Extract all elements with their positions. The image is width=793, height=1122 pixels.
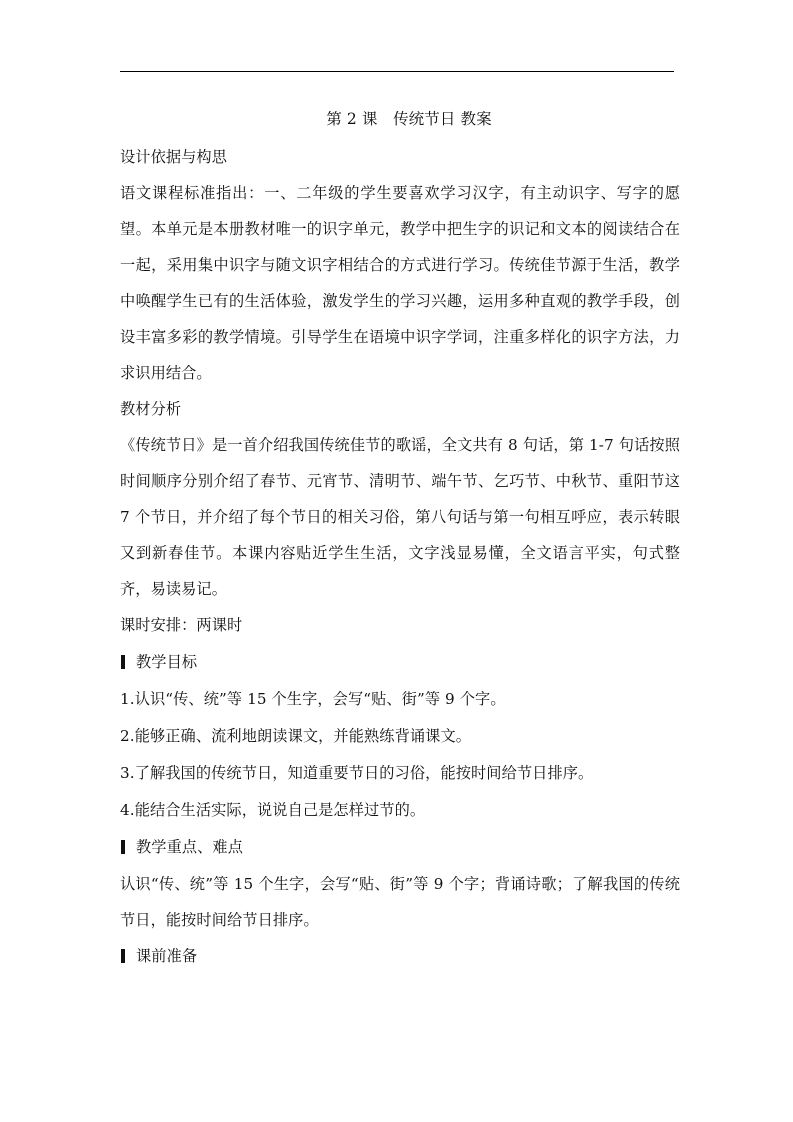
section-marker-icon — [121, 655, 125, 669]
key-points-heading-row — [120, 835, 680, 859]
objective-item: 1.认识“传、统”等 15 个生字，会写“贴、街”等 9 个字。 — [120, 690, 506, 708]
preparation-heading: 课前准备 — [136, 947, 198, 965]
design-paragraph: 语文课程标准指出：一、二年级的学生要喜欢学习汉字，有主动识字、写字的愿望。本单元是本册教材唯一的识字单元，教学中把生字的识记和文本的阅读结合在一起，采用集中识字与随文识字相结合的方式进行学习。传统佳节源于生活，教学中唤醒学生已有的生活体验，激发学生的学习兴趣，运用多种直观的教学手段，创设丰富多彩的教学情境。引导学生在语境中识字学词，注重多样化的识字方法，力求识用结合。 — [120, 184, 680, 382]
document-title: 第 2 课 传统节日 教案 — [326, 110, 492, 128]
section-marker-icon — [121, 840, 125, 854]
objective-item: 3.了解我国的传统节日，知道重要节日的习俗，能按时间给节日排序。 — [120, 764, 594, 782]
header-rule — [120, 71, 674, 72]
objectives-heading: 教学目标 — [136, 653, 198, 671]
key-points-heading: 教学重点、难点 — [136, 838, 244, 856]
analysis-paragraph: 《传统节日》是一首介绍我国传统佳节的歌谣，全文共有 8 句话，第 1-7 句话按照时间顺序分别介绍了春节、元宵节、清明节、端午节、乞巧节、中秋节、重阳节这 7 个节日，并介绍了每个节日的相关习俗，第八句话与第一句相互呼应，表示转眼又到新春佳节。本课内容贴近学生生活，文字浅显易懂，全文语言平实，句式整齐，易读易记。 — [120, 436, 680, 598]
objectives-heading-row — [120, 650, 680, 674]
analysis-heading: 教材分析 — [120, 400, 182, 418]
design-heading: 设计依据与构思 — [120, 148, 228, 166]
schedule-line: 课时安排：两课时 — [120, 616, 243, 634]
preparation-heading-row — [120, 944, 680, 968]
objective-item: 2.能够正确、流利地朗读课文，并能熟练背诵课文。 — [120, 727, 472, 745]
section-marker-icon — [121, 949, 125, 963]
document-content — [120, 106, 680, 981]
key-points-paragraph: 认识“传、统”等 15 个生字，会写“贴、街”等 9 个字；背诵诗歌；了解我国的传统节日，能按时间给节日排序。 — [120, 875, 680, 929]
objective-item: 4.能结合生活实际，说说自己是怎样过节的。 — [120, 801, 426, 819]
